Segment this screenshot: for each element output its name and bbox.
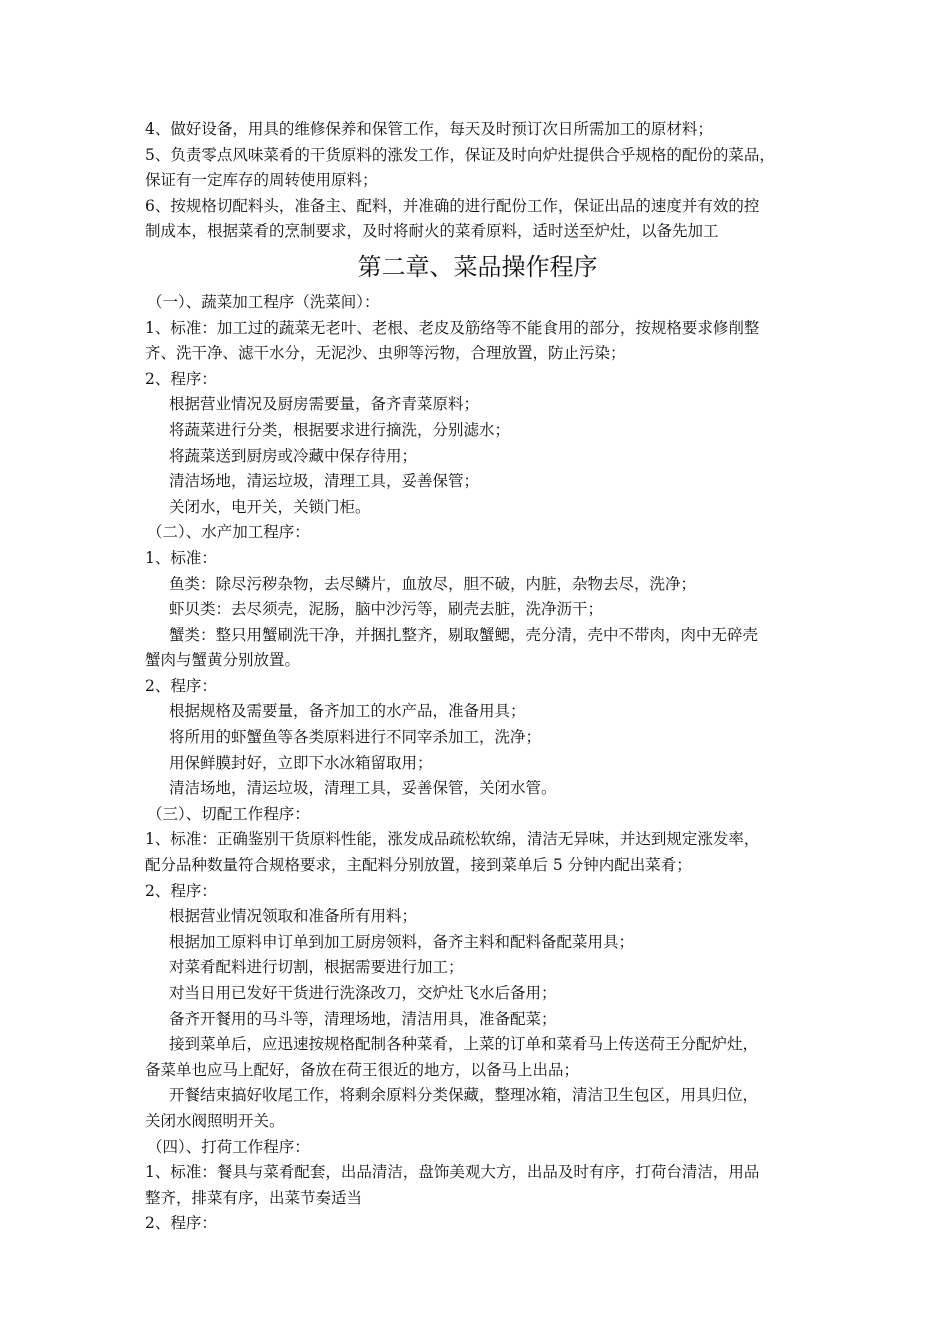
section-heading: （二）、水产加工程序： [147,523,310,542]
procedure-step: 将蔬菜送到厨房或冷藏中保存待用； [169,446,418,465]
body-line: 1、标准：加工过的蔬菜无老叶、老根、老皮及筋络等不能食用的部分，按规格要求修削整 [145,318,760,337]
body-line: 2、程序： [145,369,217,388]
procedure-step: 备齐开餐用的马斗等，清理场地，清洁用具，准备配菜； [169,1009,557,1028]
procedure-step: 清洁场地，清运垃圾，清理工具，妥善保管； [169,472,480,491]
body-line: 4、做好设备，用具的维修保养和保管工作，每天及时预订次日所需加工的原材料； [145,120,713,138]
body-line: 制成本，根据菜肴的烹制要求，及时将耐火的菜肴原料，适时送至炉灶，以备先加工 [145,222,719,241]
body-line: 备菜单也应马上配好，备放在荷王很近的地方，以备马上出品； [145,1060,580,1079]
body-line: 关闭水阀照明开关。 [145,1111,285,1130]
procedure-step: 虾贝类：去尽须壳，泥肠，脑中沙污等，刷壳去脏，洗净沥干； [169,600,604,619]
procedure-step: 关闭水，电开关，关锁门柜。 [169,497,371,516]
procedure-step: 鱼类：除尽污秽杂物，去尽鳞片，血放尽，胆不破，内脏，杂物去尽，洗净； [169,574,697,593]
body-line: 2、程序： [145,881,217,900]
body-line: 配分品种数量符合规格要求，主配料分别放置，接到菜单后 5 分钟内配出菜肴； [145,856,692,875]
document-page [145,117,810,1237]
body-line: 1、标准：餐具与菜肴配套，出品清洁，盘饰美观大方，出品及时有序，打荷台清洁，用品 [145,1163,760,1182]
body-line: 齐、洗干净、滤干水分，无泥沙、虫卵等污物，合理放置，防止污染； [145,344,626,363]
body-line: 保证有一定库存的周转使用原料； [145,171,378,190]
body-line: 整齐，排菜有序，出菜节奏适当 [145,1188,363,1207]
procedure-step: 对当日用已发好干货进行洗涤改刀，交炉灶飞水后备用； [169,984,557,1002]
section-heading: （四）、打荷工作程序： [147,1137,310,1156]
chapter-heading: 第二章、菜品操作程序 [357,252,598,281]
section-heading: （三）、切配工作程序： [147,804,310,823]
procedure-step: 开餐结束搞好收尾工作，将剩余原料分类保藏，整理冰箱，清洁卫生包区，用具归位， [169,1086,759,1105]
body-line: 蟹肉与蟹黄分别放置。 [145,651,301,670]
body-line: 2、程序： [145,676,217,695]
procedure-step: 根据营业情况及厨房需要量，备齐青菜原料； [169,395,480,414]
procedure-step: 清洁场地，清运垃圾，清理工具，妥善保管，关闭水管。 [169,779,557,798]
procedure-step: 根据营业情况领取和准备所有用料； [169,907,418,926]
procedure-step: 将蔬菜进行分类，根据要求进行摘洗，分别滤水； [169,420,511,439]
procedure-step: 根据加工原料申订单到加工厨房领料，备齐主料和配料备配菜用具； [169,932,635,951]
procedure-step: 对菜肴配料进行切割，根据需要进行加工； [169,958,464,977]
procedure-step: 蟹类：整只用蟹刷洗干净，并捆扎整齐，剔取蟹鳃，壳分清，壳中不带肉，肉中无碎壳 [169,625,759,644]
procedure-step: 接到菜单后，应迅速按规格配制各种菜肴，上菜的订单和菜肴马上传送荷王分配炉灶， [169,1035,759,1054]
procedure-step: 用保鲜膜封好，立即下水冰箱留取用； [169,753,433,772]
body-line: 2、程序： [145,1214,217,1233]
body-line: 1、标准： [145,548,217,567]
procedure-step: 将所用的虾蟹鱼等各类原料进行不同宰杀加工，洗净； [169,728,542,747]
procedure-step: 根据规格及需要量，备齐加工的水产品，准备用具； [169,702,526,721]
body-line: 6、按规格切配料头，准备主、配料，并准确的进行配份工作，保证出品的速度并有效的控 [145,196,760,215]
body-line: 5、负责零点风味菜肴的干货原料的涨发工作，保证及时向炉灶提供合乎规格的配份的菜品， [145,145,775,164]
section-heading: （一）、蔬菜加工程序（洗菜间）： [147,292,380,311]
body-line: 1、标准：正确鉴别干货原料性能，涨发成品疏松软绵，清洁无异味，并达到规定涨发率， [145,830,760,849]
